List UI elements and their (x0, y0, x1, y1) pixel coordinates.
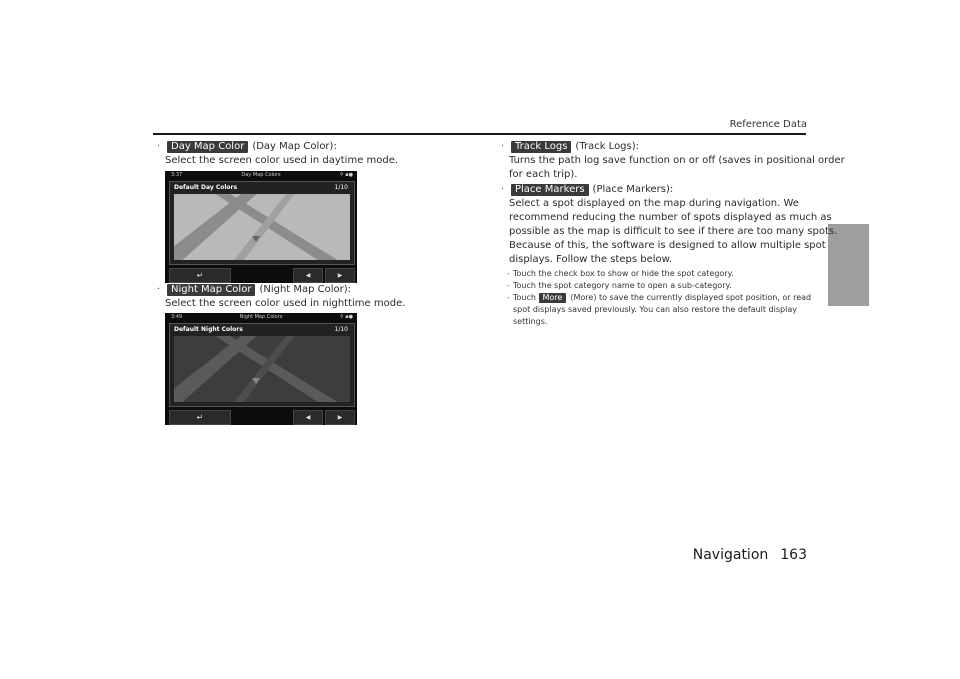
bullet: · (501, 184, 505, 195)
track-logs-desc-1: Turns the path log save function on or off (saves in positional order (509, 155, 845, 166)
panel-title: Default Night Colors (174, 326, 243, 333)
screen-title: Day Map Colors (241, 172, 281, 178)
night-map-color-title: (Night Map Color): (259, 284, 352, 295)
track-logs-title: (Track Logs): (575, 141, 640, 152)
page-footer (693, 547, 807, 563)
back-button[interactable]: ↵ (169, 410, 231, 425)
note-more: - Touch More (More) to save the currently displayed spot position, or read (507, 293, 812, 302)
note-text: Touch the spot category name to open a sub-category. (513, 281, 732, 290)
night-map-screenshot (165, 313, 357, 425)
night-map-color-item (157, 283, 351, 297)
night-map-color-button: Night Map Color (167, 284, 255, 296)
track-logs-desc-2: for each trip). (509, 169, 578, 180)
track-logs-button: Track Logs (511, 141, 571, 153)
page-number: 163 (780, 547, 807, 563)
place-markers-item (501, 183, 673, 197)
bottom-bar (165, 267, 357, 283)
place-markers-button: Place Markers (511, 184, 589, 196)
status-bar (165, 171, 357, 181)
place-markers-desc-5: displays. Follow the steps below. (509, 254, 673, 265)
color-scheme-panel (169, 181, 355, 265)
track-logs-item (501, 140, 639, 154)
note-sub-category: - Touch the spot category name to open a sub-category. (507, 281, 732, 290)
note-more-line-2: spot displays saved previously. You can also restore the default display (513, 305, 797, 314)
clock: 3:49 (171, 314, 183, 320)
bottom-bar (165, 409, 357, 425)
more-button: More (539, 293, 567, 303)
page-count: 1/10 (334, 326, 348, 333)
next-button[interactable]: ▶ (325, 410, 355, 425)
day-map-color-button: Day Map Color (167, 141, 248, 153)
night-map-preview (174, 336, 350, 402)
day-map-color-desc: Select the screen color used in daytime mode. (165, 155, 399, 166)
header-rule (153, 133, 806, 135)
place-markers-desc-2: recommend reducing the number of spots displayed as much as (509, 212, 832, 223)
next-button[interactable]: ▶ (325, 268, 355, 283)
note-text: (More) to save the currently displayed spot position, or read (570, 293, 812, 302)
day-map-preview (174, 194, 350, 260)
back-button[interactable]: ↵ (169, 268, 231, 283)
note-text: Touch (513, 293, 536, 302)
panel-title: Default Day Colors (174, 184, 238, 191)
prev-button[interactable]: ◀ (293, 410, 323, 425)
place-markers-title: (Place Markers): (592, 184, 674, 195)
bullet: · (157, 284, 161, 295)
color-scheme-panel (169, 323, 355, 407)
day-map-screenshot (165, 171, 357, 283)
day-map-color-item (157, 140, 337, 154)
note-more-line-3: settings. (513, 317, 548, 326)
bullet: · (501, 141, 505, 152)
place-markers-desc-3: possible as the map is difficult to see if there are too many spots. (509, 226, 838, 237)
note-check-box: - Touch the check box to show or hide the spot category. (507, 269, 734, 278)
clock: 3:37 (171, 172, 183, 178)
status-icons: ⚲ ▪● (339, 172, 353, 178)
page-count: 1/10 (334, 184, 348, 191)
status-bar (165, 313, 357, 323)
screen-title: Night Map Colors (239, 314, 283, 320)
day-map-color-title: (Day Map Color): (252, 141, 337, 152)
bullet: · (157, 141, 161, 152)
prev-button[interactable]: ◀ (293, 268, 323, 283)
section-header: Reference Data (729, 119, 807, 130)
night-map-color-desc: Select the screen color used in nighttime mode. (165, 298, 406, 309)
note-text: Touch the check box to show or hide the spot category. (513, 269, 734, 278)
status-icons: ⚲ ▪● (339, 314, 353, 320)
place-markers-desc-4: Because of this, the software is designed to allow multiple spot (509, 240, 826, 251)
chapter-name: Navigation (692, 547, 769, 563)
place-markers-desc-1: Select a spot displayed on the map during navigation. We (509, 198, 799, 209)
